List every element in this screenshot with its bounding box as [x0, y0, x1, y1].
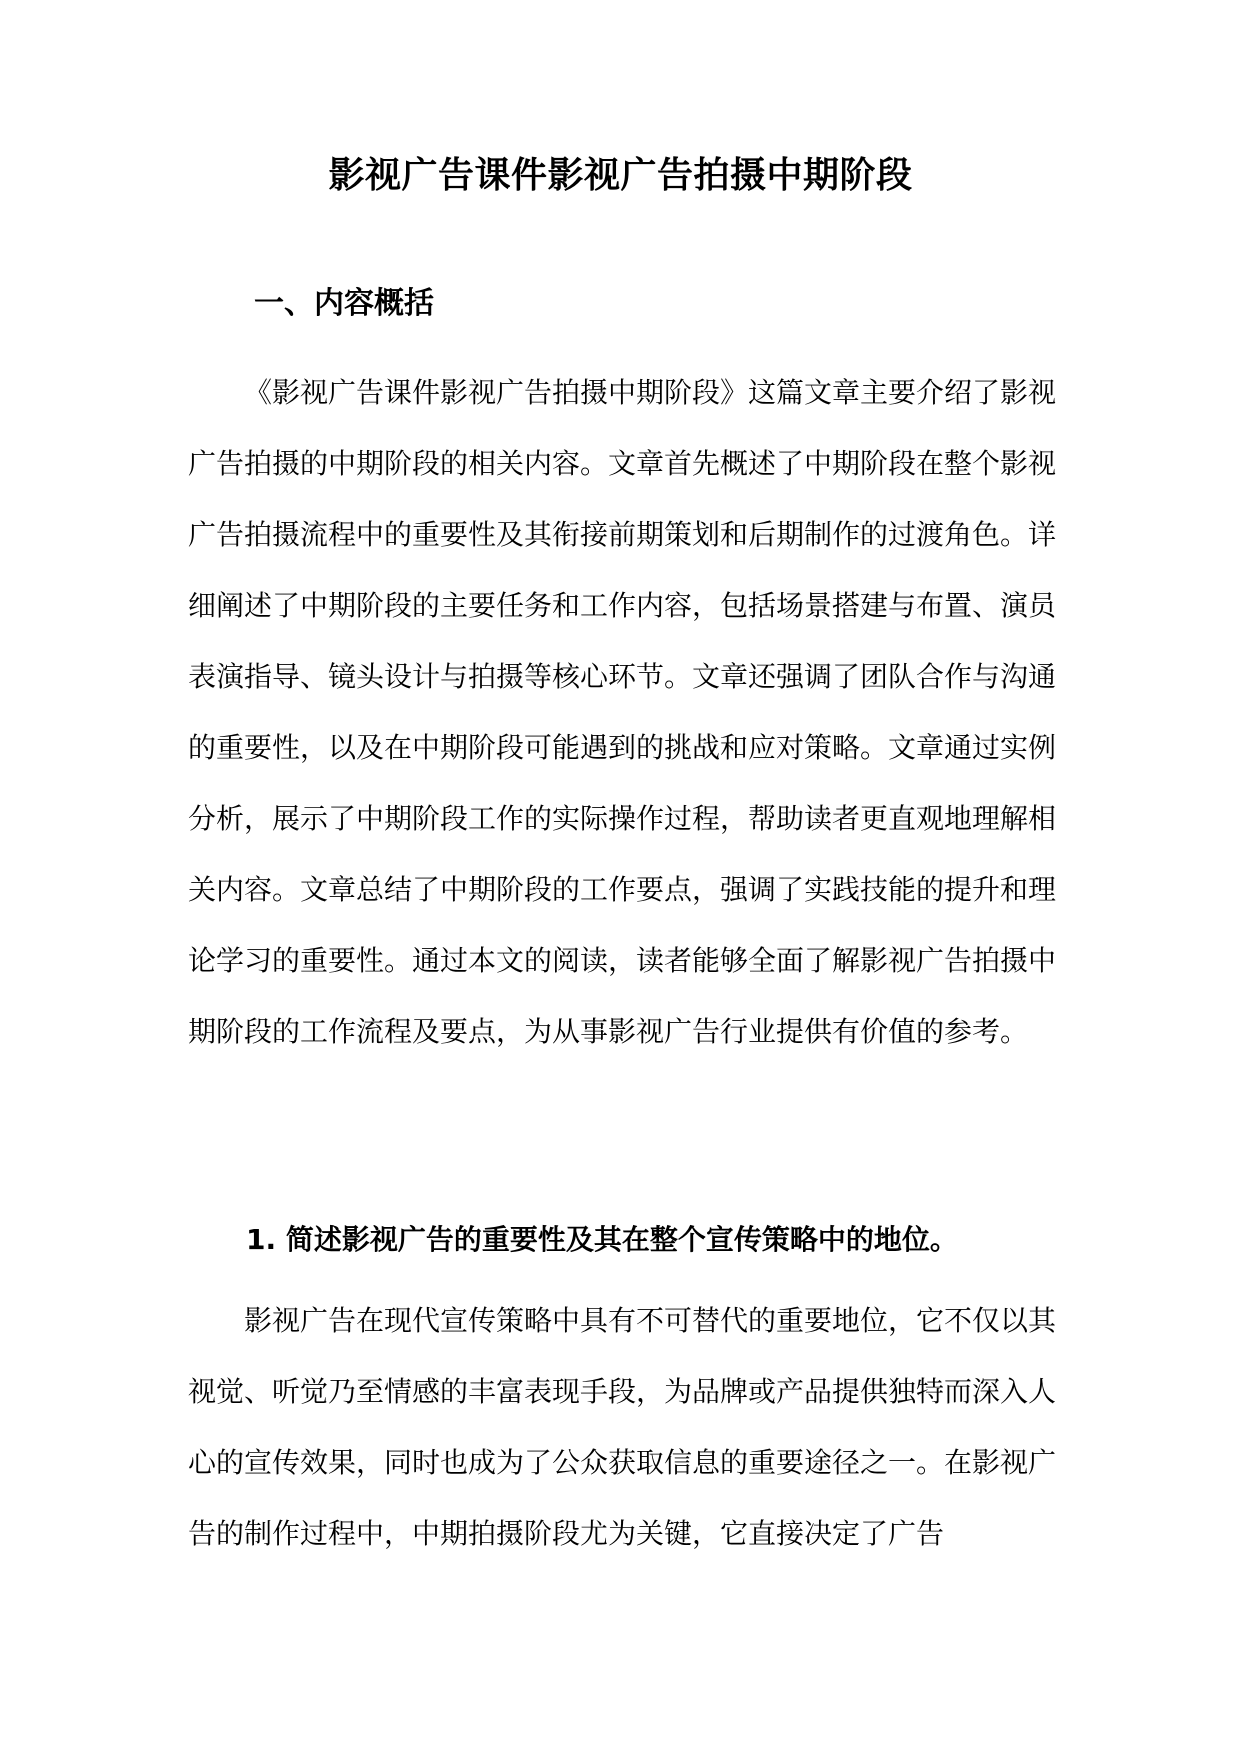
subsection-heading: 1. 简述影视广告的重要性及其在整个宣传策略中的地位。	[246, 1223, 958, 1256]
document-title: 影视广告课件影视广告拍摄中期阶段	[328, 155, 913, 196]
body-paragraph: 影视广告在现代宣传策略中具有不可替代的重要地位，它不仅以其视觉、听觉乃至情感的丰富表现手段，为品牌或产品提供独特而深入人心的宣传效果，同时也成为了公众获取信息的重要途径之一。在影视广告的制作过程中，中期拍摄阶段尤为关键，它直接决定了广告	[188, 1304, 1057, 1550]
summary-paragraph: 《影视广告课件影视广告拍摄中期阶段》这篇文章主要介绍了影视广告拍摄的中期阶段的相关内容。文章首先概述了中期阶段在整个影视广告拍摄流程中的重要性及其衔接前期策划和后期制作的过渡角色。详细阐述了中期阶段的主要任务和工作内容，包括场景搭建与布置、演员表演指导、镜头设计与拍摄等核心环节。文章还强调了团队合作与沟通的重要性，以及在中期阶段可能遇到的挑战和应对策略。文章通过实例分析，展示了中期阶段工作的实际操作过程，帮助读者更直观地理解相关内容。文章总结了中期阶段的工作要点，强调了实践技能的提升和理论学习的重要性。通过本文的阅读，读者能够全面了解影视广告拍摄中期阶段的工作流程及要点，为从事影视广告行业提供有价值的参考。	[188, 376, 1057, 1048]
section-heading: 一、内容概括	[254, 286, 434, 321]
